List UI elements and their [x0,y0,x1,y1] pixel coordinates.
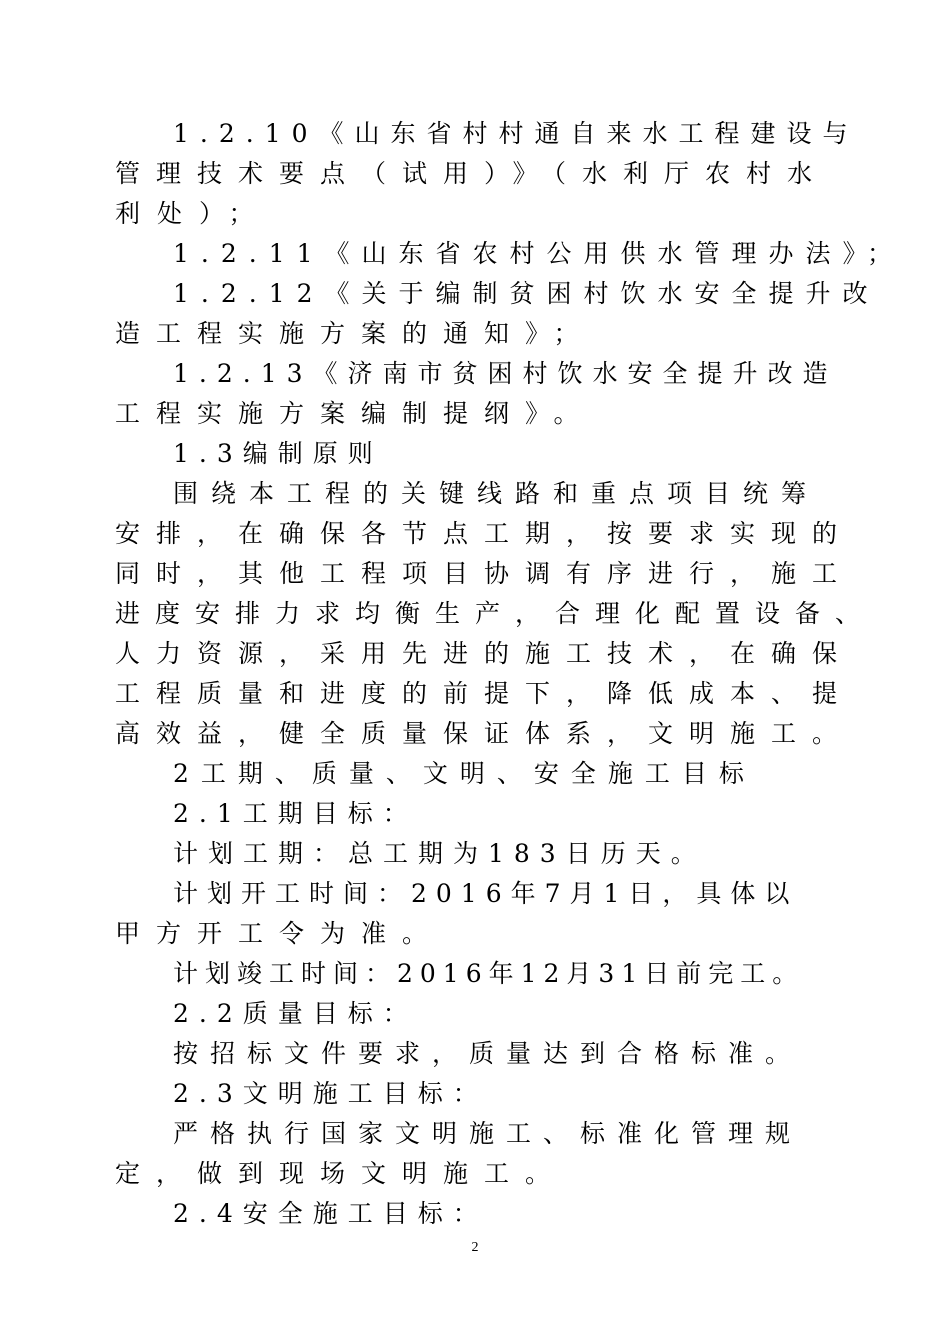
text-line: 高效益，健全质量保证体系，文明施工。 [115,719,854,748]
text-line: 管理技术要点（试用）》（水利厅农村水 [115,159,829,188]
page-number: 2 [471,1240,479,1255]
text-line: 1.2.10《山东省村村通自来水工程建设与 [173,119,859,148]
text-line: 计划开工时间：2016年7月1日，具体以 [173,879,799,908]
text-line: 1.2.12《关于编制贫困村饮水安全提升改 [173,279,880,308]
section-heading: 2.3文明施工目标： [173,1079,488,1108]
text-line: 计划竣工时间：2016年12月31日前完工。 [173,959,805,988]
text-line: 按招标文件要求，质量达到合格标准。 [173,1039,803,1068]
text-line: 同时，其他工程项目协调有序进行，施工 [115,559,854,588]
text-line: 计划工期：总工期为183日历天。 [173,839,706,868]
text-line: 造工程实施方案的通知》； [115,319,595,348]
text-line: 利处）； [115,199,271,228]
section-heading: 2.1工期目标： [173,799,418,828]
text-line: 进度安排力求均衡生产，合理化配置设备、 [115,599,876,628]
text-line: 安排，在确保各节点工期，按要求实现的 [115,519,854,548]
section-heading: 2工期、质量、文明、安全施工目标 [173,759,756,788]
text-line: 工程质量和进度的前提下，降低成本、提 [115,679,854,708]
section-heading: 2.4安全施工目标： [173,1199,488,1228]
text-line: 1.2.11《山东省农村公用供水管理办法》； [173,239,905,268]
text-line: 严格执行国家文明施工、标准化管理规 [173,1119,803,1148]
section-heading: 1.3编制原则 [173,439,383,468]
text-line: 围绕本工程的关键线路和重点项目统筹 [173,479,820,508]
text-line: 甲方开工令为准。 [115,919,444,948]
text-line: 1.2.13《济南市贫困村饮水安全提升改造 [173,359,838,388]
section-heading: 2.2质量目标： [173,999,418,1028]
text-line: 工程实施方案编制提纲》。 [115,399,595,428]
text-line: 定，做到现场文明施工。 [115,1159,567,1188]
text-line: 人力资源，采用先进的施工技术，在确保 [115,639,854,668]
